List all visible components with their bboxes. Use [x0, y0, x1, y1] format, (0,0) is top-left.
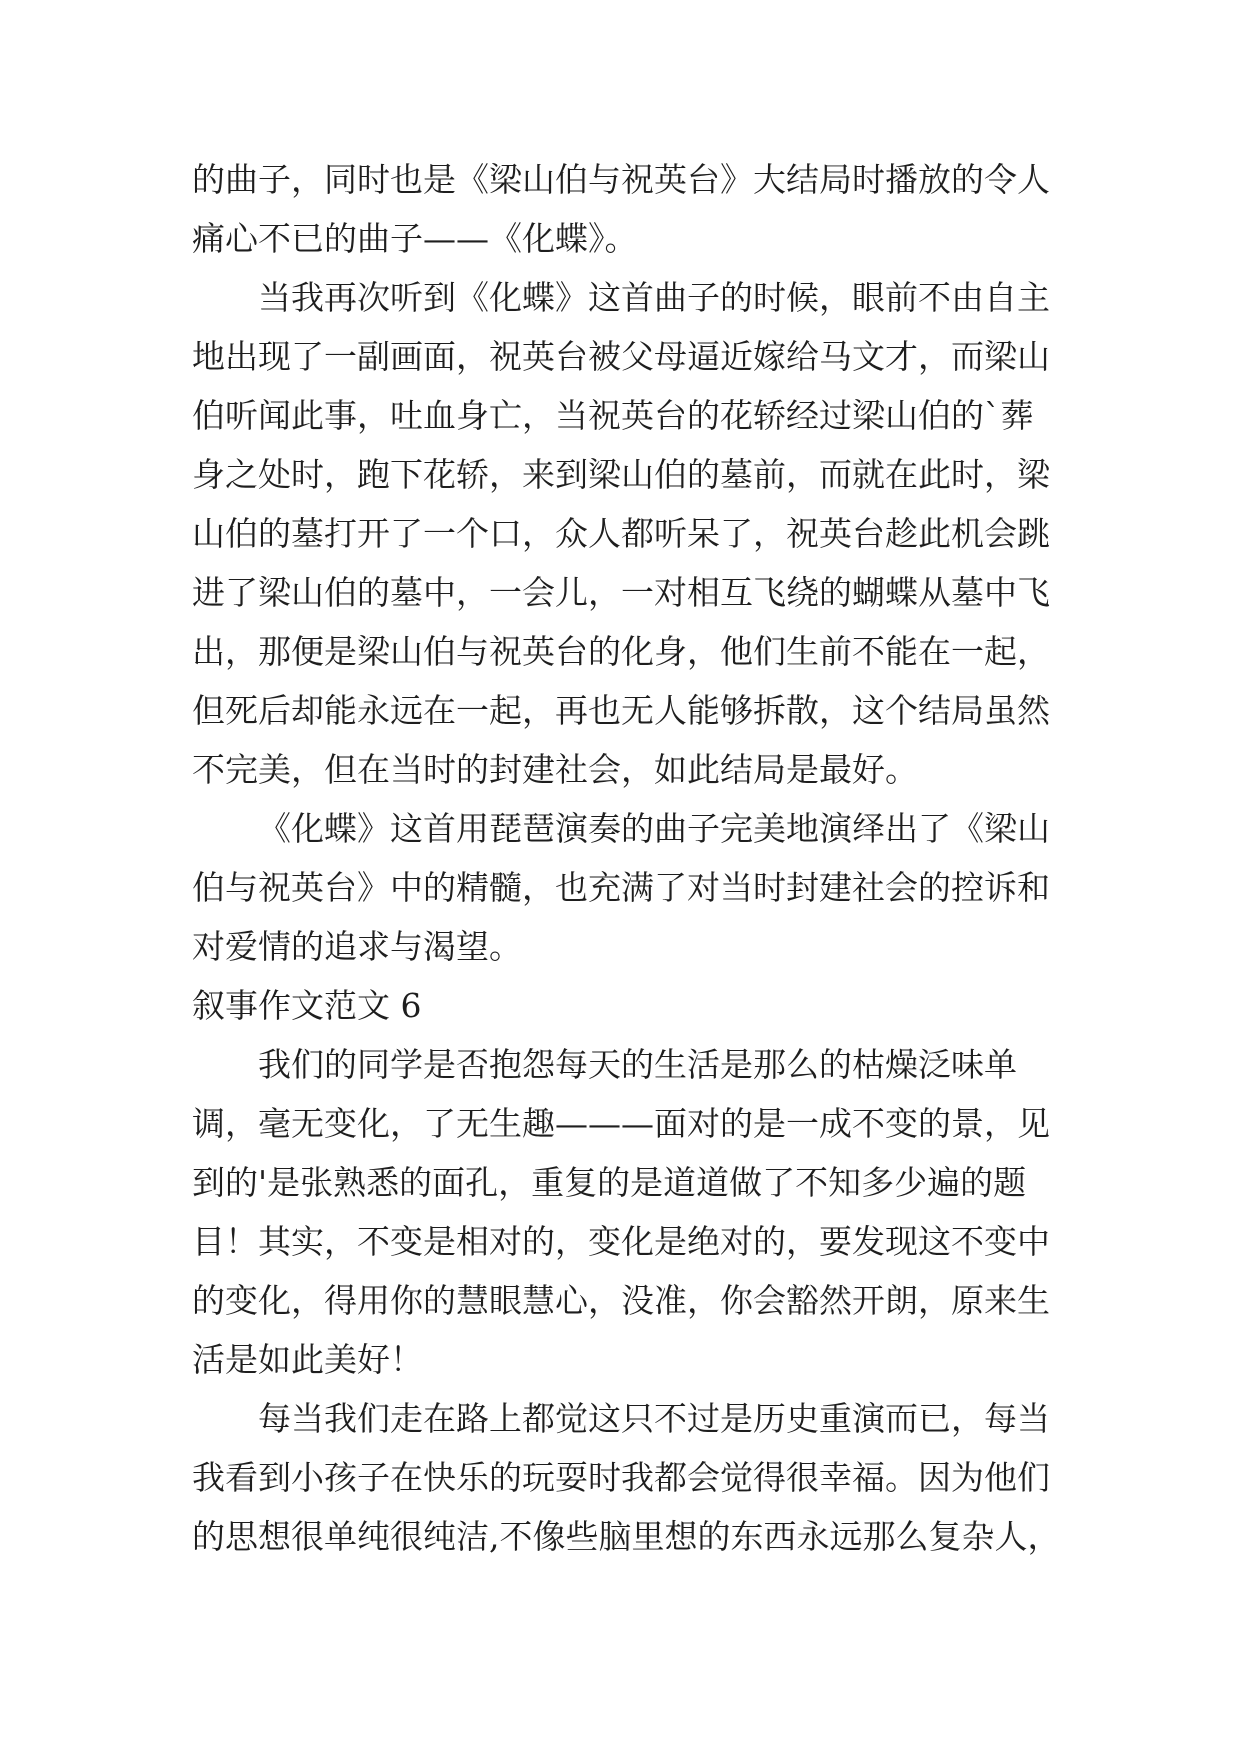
text-line: 山伯的墓打开了一个口，众人都听呆了，祝英台趁此机会跳 — [192, 514, 1050, 553]
paragraph — [192, 799, 1092, 976]
text-line: 调，毫无变化，了无生趣———面对的是一成不变的景，见 — [192, 1104, 1050, 1143]
text-line: 的曲子，同时也是《梁山伯与祝英台》大结局时播放的令人 — [192, 160, 1050, 199]
text-line: 《化蝶》这首用琵琶演奏的曲子完美地演绎出了《梁山 — [258, 809, 1050, 848]
paragraph — [192, 1389, 1092, 1566]
text-line: 我们的同学是否抱怨每天的生活是那么的枯燥泛味单 — [258, 1045, 1017, 1084]
text-line: 进了梁山伯的墓中，一会儿，一对相互飞绕的蝴蝶从墓中飞 — [192, 573, 1050, 612]
text-line: 不完美，但在当时的封建社会，如此结局是最好。 — [192, 750, 918, 789]
text-line: 的变化，得用你的慧眼慧心，没准，你会豁然开朗，原来生 — [192, 1281, 1050, 1320]
paragraph — [192, 150, 1092, 268]
text-line: 但死后却能永远在一起，再也无人能够拆散，这个结局虽然 — [192, 691, 1050, 730]
text-line: 伯与祝英台》中的精髓，也充满了对当时封建社会的控诉和 — [192, 868, 1050, 907]
text-line: 目！其实，不变是相对的，变化是绝对的，要发现这不变中 — [192, 1222, 1050, 1261]
text-line: 我看到小孩子在快乐的玩耍时我都会觉得很幸福。因为他们 — [192, 1458, 1050, 1497]
text-line: 地出现了一副画面，祝英台被父母逼近嫁给马文才，而梁山 — [192, 337, 1050, 376]
text-line: 每当我们走在路上都觉这只不过是历史重演而已，每当 — [258, 1399, 1050, 1438]
paragraph — [192, 268, 1092, 799]
paragraph — [192, 1035, 1092, 1389]
text-line: 当我再次听到《化蝶》这首曲子的时候，眼前不由自主 — [258, 278, 1050, 317]
section — [192, 150, 1092, 976]
section-heading: 叙事作文范文 6 — [192, 986, 422, 1025]
section — [192, 976, 1092, 1566]
text-line: 痛心不已的曲子——《化蝶》。 — [192, 219, 638, 258]
text-line: 出，那便是梁山伯与祝英台的化身，他们生前不能在一起， — [192, 632, 1050, 671]
text-line: 身之处时，跑下花轿，来到梁山伯的墓前，而就在此时，梁 — [192, 455, 1050, 494]
text-line: 的思想很单纯很纯洁,不像些脑里想的东西永远那么复杂人， — [192, 1517, 1061, 1556]
text-line: 伯听闻此事，吐血身亡，当祝英台的花轿经过梁山伯的`葬 — [192, 396, 1034, 435]
document-body — [192, 150, 1092, 1566]
text-line: 对爱情的追求与渴望。 — [192, 927, 522, 966]
text-line: 到的'是张熟悉的面孔，重复的是道道做了不知多少遍的题 — [192, 1163, 1027, 1202]
text-line: 活是如此美好！ — [192, 1340, 423, 1379]
